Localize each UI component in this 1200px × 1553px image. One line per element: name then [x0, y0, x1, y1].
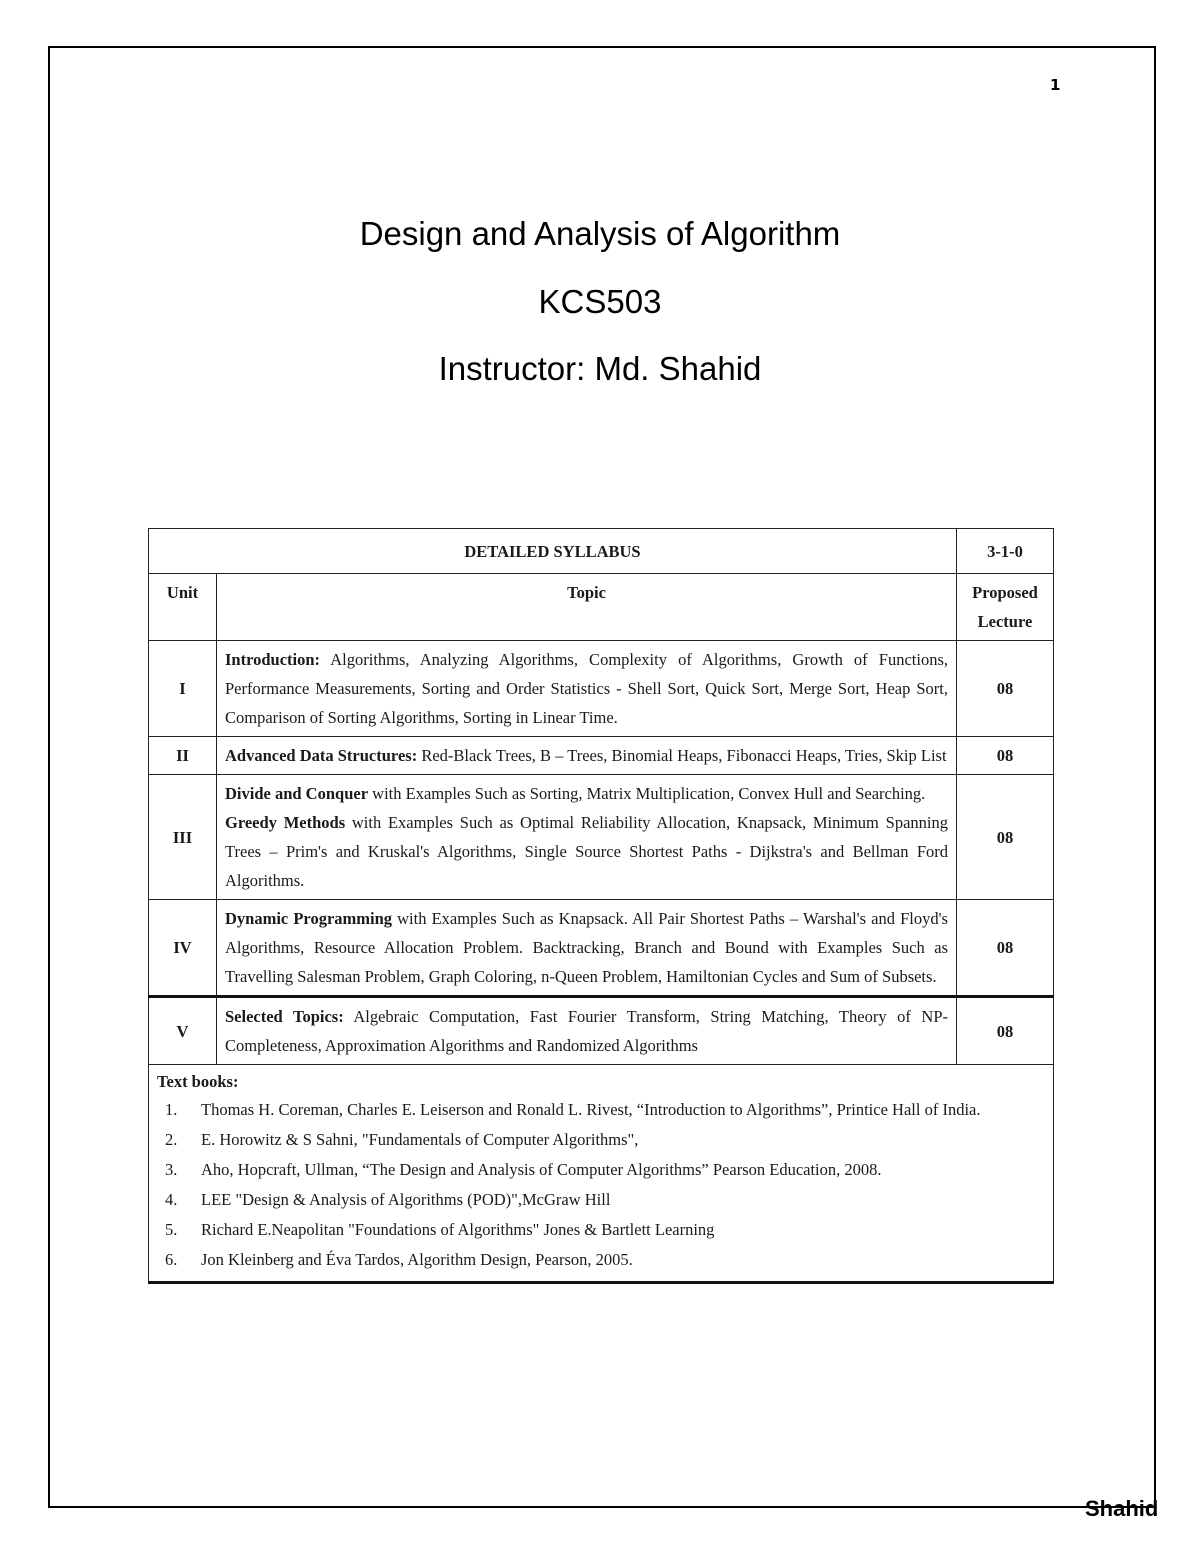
- page-number: 1: [1050, 76, 1061, 94]
- footer-author: Shahid: [1085, 1496, 1159, 1521]
- unit-row: [149, 737, 1054, 775]
- topic-paragraph: [225, 741, 948, 770]
- lecture-count: 08: [957, 737, 1054, 775]
- topic-text: Algebraic Computation, Fast Fourier Transform, String Matching, Theory of NP-Completeness, Approximation Algorithms and Randomized Algorithms: [225, 1007, 948, 1055]
- unit-number: I: [149, 641, 217, 737]
- topic-text: Algorithms, Analyzing Algorithms, Complexity of Algorithms, Growth of Functions, Performance Measurements, Sorting and Order Statistics - Shell Sort, Quick Sort, Merge Sort, Heap Sort, Comparison of Sorting Algorithms, Sorting in Linear Time.: [225, 650, 948, 727]
- topic-paragraph: [225, 808, 948, 895]
- unit-topics: [217, 641, 957, 737]
- textbook-citation: Thomas H. Coreman, Charles E. Leiserson and Ronald L. Rivest, “Introduction to Algorithms”, Printice Hall of India.: [201, 1100, 981, 1119]
- column-header-row: [149, 574, 1054, 641]
- topic-paragraph: [225, 904, 948, 991]
- textbook-number: 6.: [165, 1250, 178, 1269]
- unit-number: III: [149, 775, 217, 900]
- instructor-name: Instructor: Md. Shahid: [438, 350, 762, 387]
- textbook-citation: Richard E.Neapolitan "Foundations of Algorithms" Jones & Bartlett Learning: [201, 1220, 715, 1239]
- textbook-number: 1.: [165, 1100, 178, 1119]
- ltp-value: 3-1-0: [957, 529, 1054, 574]
- syllabus-heading-row: [149, 529, 1054, 574]
- lecture-column-header: Proposed Lecture: [957, 574, 1054, 641]
- unit-number: IV: [149, 900, 217, 997]
- textbook-citation: Jon Kleinberg and Éva Tardos, Algorithm Design, Pearson, 2005.: [201, 1250, 633, 1269]
- topic-heading: Divide and Conquer: [225, 784, 369, 803]
- unit-row: [149, 997, 1054, 1065]
- topic-text: with Examples Such as Knapsack. All Pair Shortest Paths – Warshal's and Floyd's Algorithms, Resource Allocation Problem. Backtracking, Branch and Bound with Examples Such as Travelling Salesman Problem, Graph Coloring, n-Queen Problem, Hamiltonian Cycles and Sum of Subsets.: [225, 909, 948, 986]
- course-title: Design and Analysis of Algorithm: [359, 215, 841, 252]
- unit-topics: [217, 900, 957, 997]
- syllabus-heading: DETAILED SYLLABUS: [149, 529, 957, 574]
- textbook-citation: LEE "Design & Analysis of Algorithms (POD)",McGraw Hill: [201, 1190, 611, 1209]
- unit-topics: [217, 737, 957, 775]
- topic-heading: Introduction:: [225, 650, 321, 669]
- textbook-item: [165, 1215, 1045, 1245]
- unit-number: II: [149, 737, 217, 775]
- unit-row: [149, 775, 1054, 900]
- textbook-item: [165, 1155, 1045, 1185]
- lecture-count: 08: [957, 900, 1054, 997]
- unit-number: V: [149, 997, 217, 1065]
- course-code: KCS503: [538, 283, 662, 320]
- unit-topics: [217, 775, 957, 900]
- unit-row: [149, 641, 1054, 737]
- topic-text: with Examples Such as Optimal Reliability Allocation, Knapsack, Minimum Spanning Trees – Prim's and Kruskal's Algorithms, Single Source Shortest Paths - Dijkstra's and Bellman Ford Algorithms.: [225, 813, 948, 890]
- textbook-item: [165, 1185, 1045, 1215]
- textbooks-title: Text books:: [157, 1072, 239, 1091]
- topic-heading: Selected Topics:: [225, 1007, 344, 1026]
- lecture-count: 08: [957, 997, 1054, 1065]
- topic-heading: Dynamic Programming: [225, 909, 393, 928]
- topic-paragraph: [225, 1002, 948, 1060]
- unit-column-header: Unit: [149, 574, 217, 641]
- topic-paragraph: [225, 779, 948, 808]
- unit-topics: [217, 997, 957, 1065]
- textbook-item: [165, 1125, 1045, 1155]
- topic-column-header: Topic: [217, 574, 957, 641]
- textbook-number: 4.: [165, 1190, 178, 1209]
- textbooks-list: [157, 1095, 1045, 1275]
- topic-heading: Greedy Methods: [225, 813, 346, 832]
- textbook-number: 3.: [165, 1160, 178, 1179]
- textbooks-section: [149, 1065, 1054, 1283]
- topic-text: Red-Black Trees, B – Trees, Binomial Heaps, Fibonacci Heaps, Tries, Skip List: [417, 746, 947, 765]
- textbooks-row: [149, 1065, 1054, 1283]
- topic-paragraph: [225, 645, 948, 732]
- textbook-number: 5.: [165, 1220, 178, 1239]
- topic-text: with Examples Such as Sorting, Matrix Multiplication, Convex Hull and Searching.: [368, 784, 926, 803]
- textbook-item: [165, 1095, 1045, 1125]
- lecture-count: 08: [957, 775, 1054, 900]
- textbook-citation: E. Horowitz & S Sahni, "Fundamentals of Computer Algorithms",: [201, 1130, 639, 1149]
- topic-heading: Advanced Data Structures:: [225, 746, 418, 765]
- textbook-item: [165, 1245, 1045, 1275]
- unit-row: [149, 900, 1054, 997]
- syllabus-table: [148, 528, 1054, 1284]
- lecture-count: 08: [957, 641, 1054, 737]
- textbook-number: 2.: [165, 1130, 178, 1149]
- textbook-citation: Aho, Hopcraft, Ullman, “The Design and Analysis of Computer Algorithms” Pearson Education, 2008.: [201, 1160, 882, 1179]
